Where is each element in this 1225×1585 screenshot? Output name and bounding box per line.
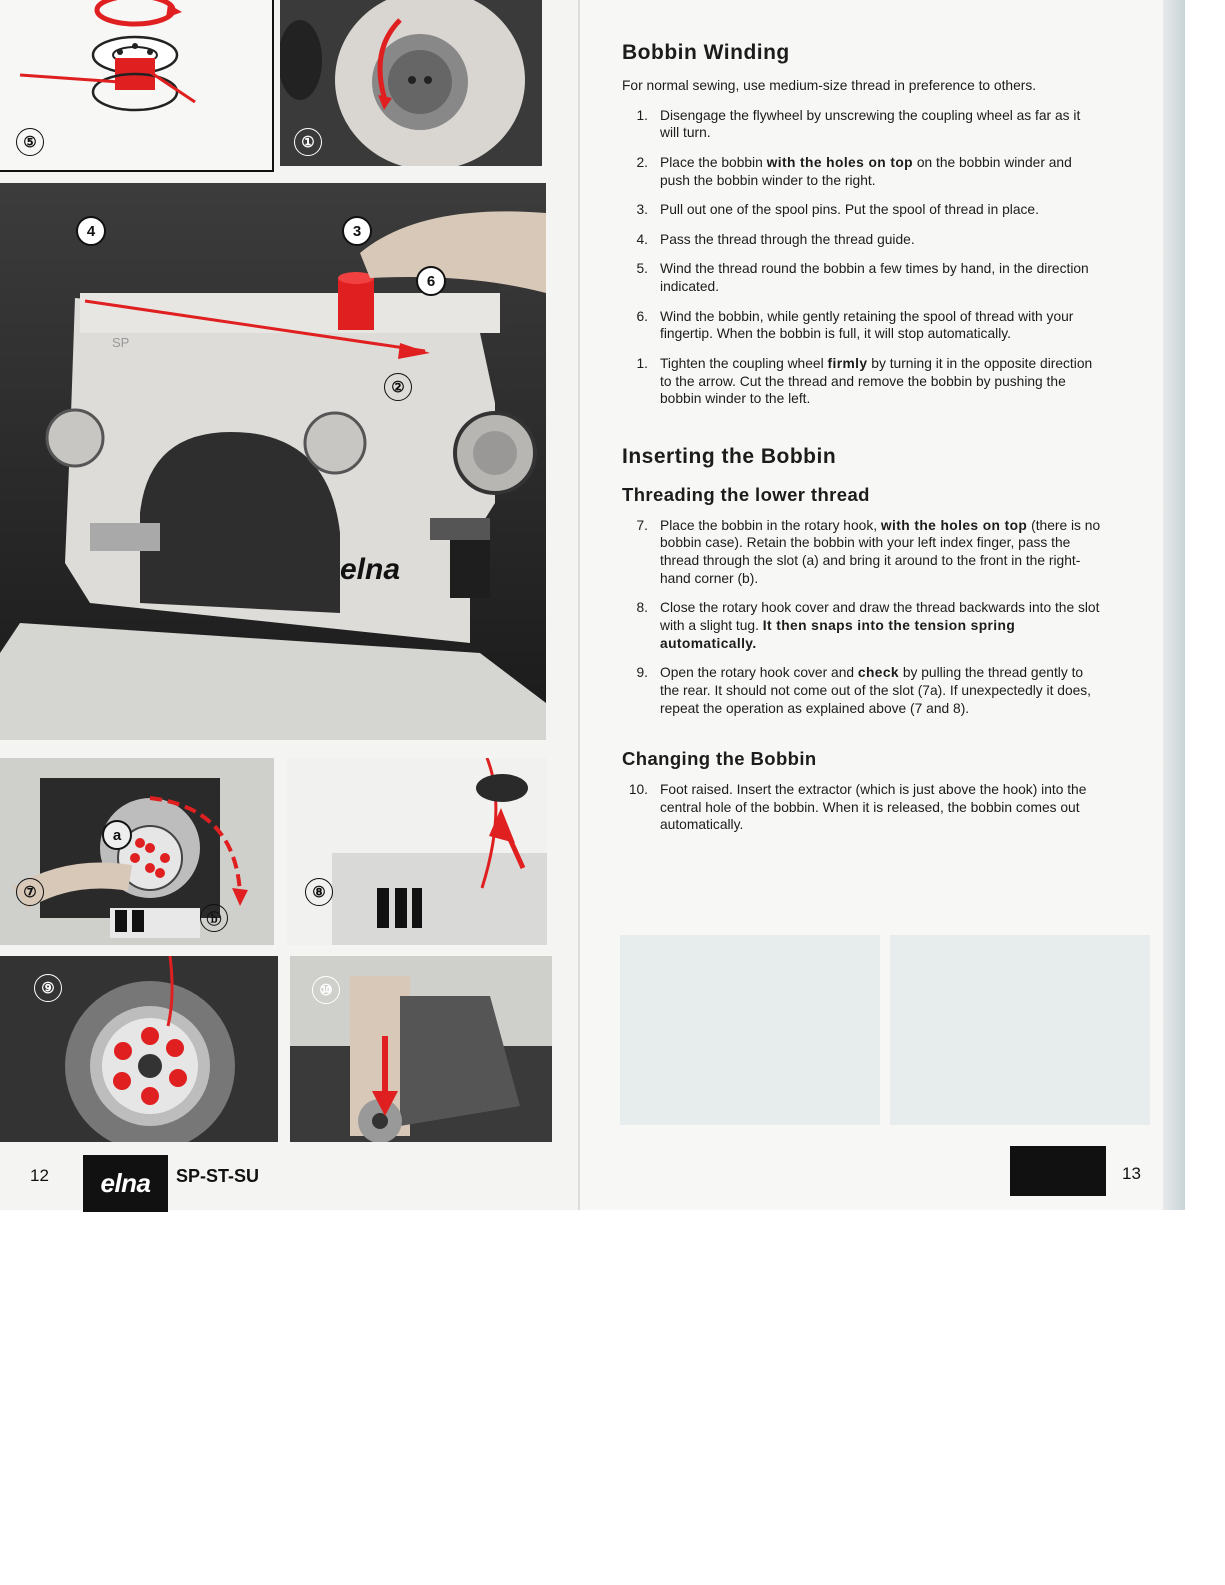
machine-brand-badge: elna [340,553,401,586]
photo-label-5: ⑤ [16,128,44,156]
step-item [622,260,1102,295]
step-number: 4. [636,231,648,247]
step-item [622,107,1102,142]
emphasis: firmly [827,356,868,372]
left-page [0,0,580,1210]
left-page-number: 12 [30,1166,49,1185]
step-text: Wind the thread round the bobbin a few times by hand, in the direction indicated. [660,261,1089,295]
photo-bobbin-diagram [0,0,274,172]
step-text: Tighten the coupling wheel firmly by turning it in the opposite direction to the arrow. Cut the thread and remove the bobbin by pushing the bobbin winder to the left. [660,356,1093,407]
step-text: Place the bobbin with the holes on top on the bobbin winder and push the bobbin winder to the right. [660,154,1072,188]
bleed-through-shade [890,935,1150,1125]
bleed-through-shade [620,935,880,1125]
heading-changing-bobbin: Changing the Bobbin [622,748,817,770]
step-text: Close the rotary hook cover and draw the thread backwards into the slot with a slight tug. It then snaps into the tension spring automatically. [660,600,1100,651]
page-edge [1163,0,1185,1210]
photo-label-7a: a [102,820,132,850]
step-number: 2. [636,154,648,170]
step-item [622,599,1102,652]
machine-model-badge: SP [112,335,130,350]
photo-label-6: 6 [416,266,446,296]
page-tab-block [1010,1146,1106,1196]
step-number: 1. [636,356,648,372]
photo-label-7: ⑦ [16,878,44,906]
photo-label-4: 4 [76,216,106,246]
step-number: 10. [628,781,648,797]
step-item [622,517,1102,588]
step-text: Open the rotary hook cover and check by pulling the thread gently to the rear. It should not come out of the slot (7a). If unexpectedly it does, repeat the operation as explained above (7 and 8). [660,665,1092,716]
heading-inserting-bobbin: Inserting the Bobbin [622,445,837,469]
photo-thread-slot [287,758,547,945]
brand-logo: elna [83,1155,168,1212]
emphasis: check [857,665,899,681]
photo-label-1: ① [294,128,322,156]
step-number: 6. [636,308,648,324]
step-item [622,201,1102,219]
photo-coupling-wheel [280,0,542,166]
step-item [622,355,1102,408]
photo-label-8: ⑧ [305,878,333,906]
heading-bobbin-winding: Bobbin Winding [622,41,790,64]
photo-bobbin-closeup [0,956,278,1142]
step-number: 3. [636,202,648,218]
photo-label-3: 3 [342,216,372,246]
photo-label-10: ⑩ [312,976,340,1004]
step-number: 7. [636,517,648,533]
step-item [622,781,1102,834]
step-text: Wind the bobbin, while gently retaining the spool of thread with your fingertip. When the bobbin is full, it will stop automatically. [660,308,1074,342]
step-text: Foot raised. Insert the extractor (which is just above the hook) into the central hole of the bobbin. When it is released, the bobbin comes out automatically. [660,781,1087,833]
step-item [622,154,1102,189]
emphasis: with the holes on top [766,154,913,170]
instructions-column [622,40,1102,846]
step-item [622,231,1102,249]
photo-sewing-machine [0,183,546,740]
step-item [622,308,1102,343]
photo-bobbin-extractor [290,956,552,1142]
step-number: 5. [636,261,648,277]
subheading-lower-thread: Threading the lower thread [622,483,870,505]
right-page-number: 13 [1122,1164,1141,1183]
step-number: 1. [636,107,648,123]
step-text: Pull out one of the spool pins. Put the spool of thread in place. [660,202,1039,218]
emphasis: It then snaps into the tension spring automatically. [660,617,1016,651]
step-text: Disengage the flywheel by unscrewing the coupling wheel as far as it will turn. [660,107,1081,141]
step-number: 9. [636,665,648,681]
intro-text: For normal sewing, use medium-size thread in preference to others. [622,77,1037,93]
step-text: Place the bobbin in the rotary hook, with the holes on top (there is no bobbin case). Retain the bobbin with your left index finger, pass the thread through the slot (a) and bring it around to the front in the right-hand corner (b). [660,517,1101,586]
emphasis: with the holes on top [880,517,1028,533]
step-number: 8. [636,600,648,616]
step-item [622,664,1102,717]
photo-label-9: ⑨ [34,974,62,1002]
photo-label-7b: ⓑ [200,904,228,932]
photo-label-2: ② [384,373,412,401]
step-text: Pass the thread through the thread guide. [660,231,915,247]
model-names: SP-ST-SU [176,1166,260,1186]
photo-rotary-hook [0,758,274,945]
